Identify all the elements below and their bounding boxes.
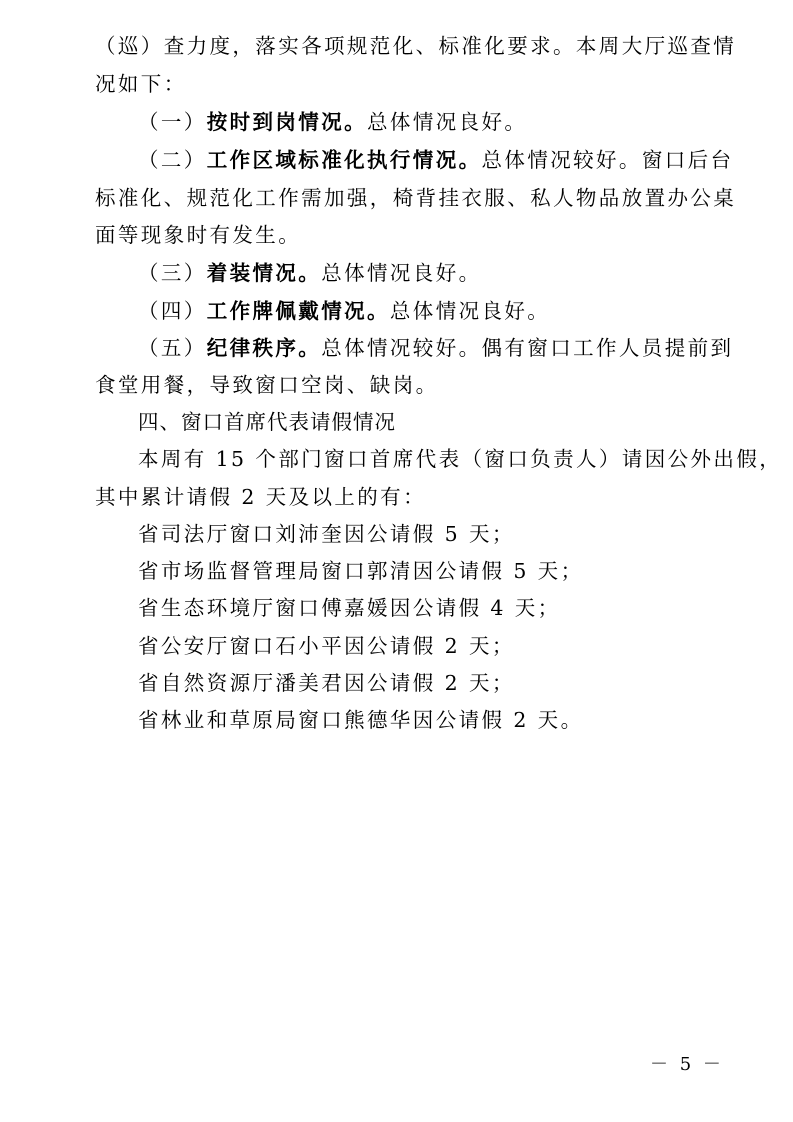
- paragraph-line: 其中累计请假 2 天及以上的有：: [95, 485, 426, 509]
- leave-list-item: 省司法厅窗口刘沛奎因公请假 5 天；: [138, 522, 515, 546]
- item-label: （四）: [138, 299, 207, 323]
- item-title: 按时到岗情况。: [206, 110, 368, 134]
- paragraph-line: 况如下：: [95, 72, 187, 96]
- item-three: [138, 261, 698, 285]
- paragraph-line: 食堂用餐，导致窗口空岗、缺岗。: [95, 373, 439, 397]
- section-heading: 四、窗口首席代表请假情况: [138, 410, 396, 434]
- paragraph-line: （巡）查力度，落实各项规范化、标准化要求。本周大厅巡查情: [95, 34, 737, 58]
- item-one: [138, 110, 698, 134]
- item-label: （五）: [138, 336, 207, 360]
- item-title: 着装情况。: [206, 261, 322, 285]
- leave-list-item: 省自然资源厅潘美君因公请假 2 天；: [138, 671, 515, 695]
- paragraph-line: 标准化、规范化工作需加强，椅背挂衣服、私人物品放置办公桌: [95, 186, 737, 210]
- paragraph-line: 面等现象时有发生。: [95, 223, 302, 247]
- item-label: （一）: [138, 110, 207, 134]
- item-text: 总体情况较好。偶有窗口工作人员提前到: [321, 336, 734, 360]
- leave-list-item: 省林业和草原局窗口熊德华因公请假 2 天。: [138, 708, 584, 732]
- paragraph-line: 本周有 15 个部门窗口首席代表（窗口负责人）请因公外出假，: [138, 447, 783, 471]
- item-text: 总体情况良好。: [389, 299, 551, 323]
- leave-list-item: 省市场监督管理局窗口郭清因公请假 5 天；: [138, 559, 584, 583]
- item-title: 工作牌佩戴情况。: [206, 299, 390, 323]
- item-five: [138, 336, 734, 360]
- item-label: （三）: [138, 261, 207, 285]
- leave-list-item: 省生态环境厅窗口傅嘉媛因公请假 4 天；: [138, 596, 561, 620]
- leave-list-item: 省公安厅窗口石小平因公请假 2 天；: [138, 634, 515, 658]
- item-title: 纪律秩序。: [206, 336, 322, 360]
- item-text: 总体情况较好。窗口后台: [481, 148, 734, 172]
- item-text: 总体情况良好。: [321, 261, 482, 285]
- item-two: [138, 148, 734, 172]
- item-title: 工作区域标准化执行情况。: [206, 148, 482, 172]
- page-number: － 5 －: [650, 1054, 724, 1075]
- item-label: （二）: [138, 148, 207, 172]
- item-text: 总体情况良好。: [367, 110, 528, 134]
- item-four: [138, 299, 698, 323]
